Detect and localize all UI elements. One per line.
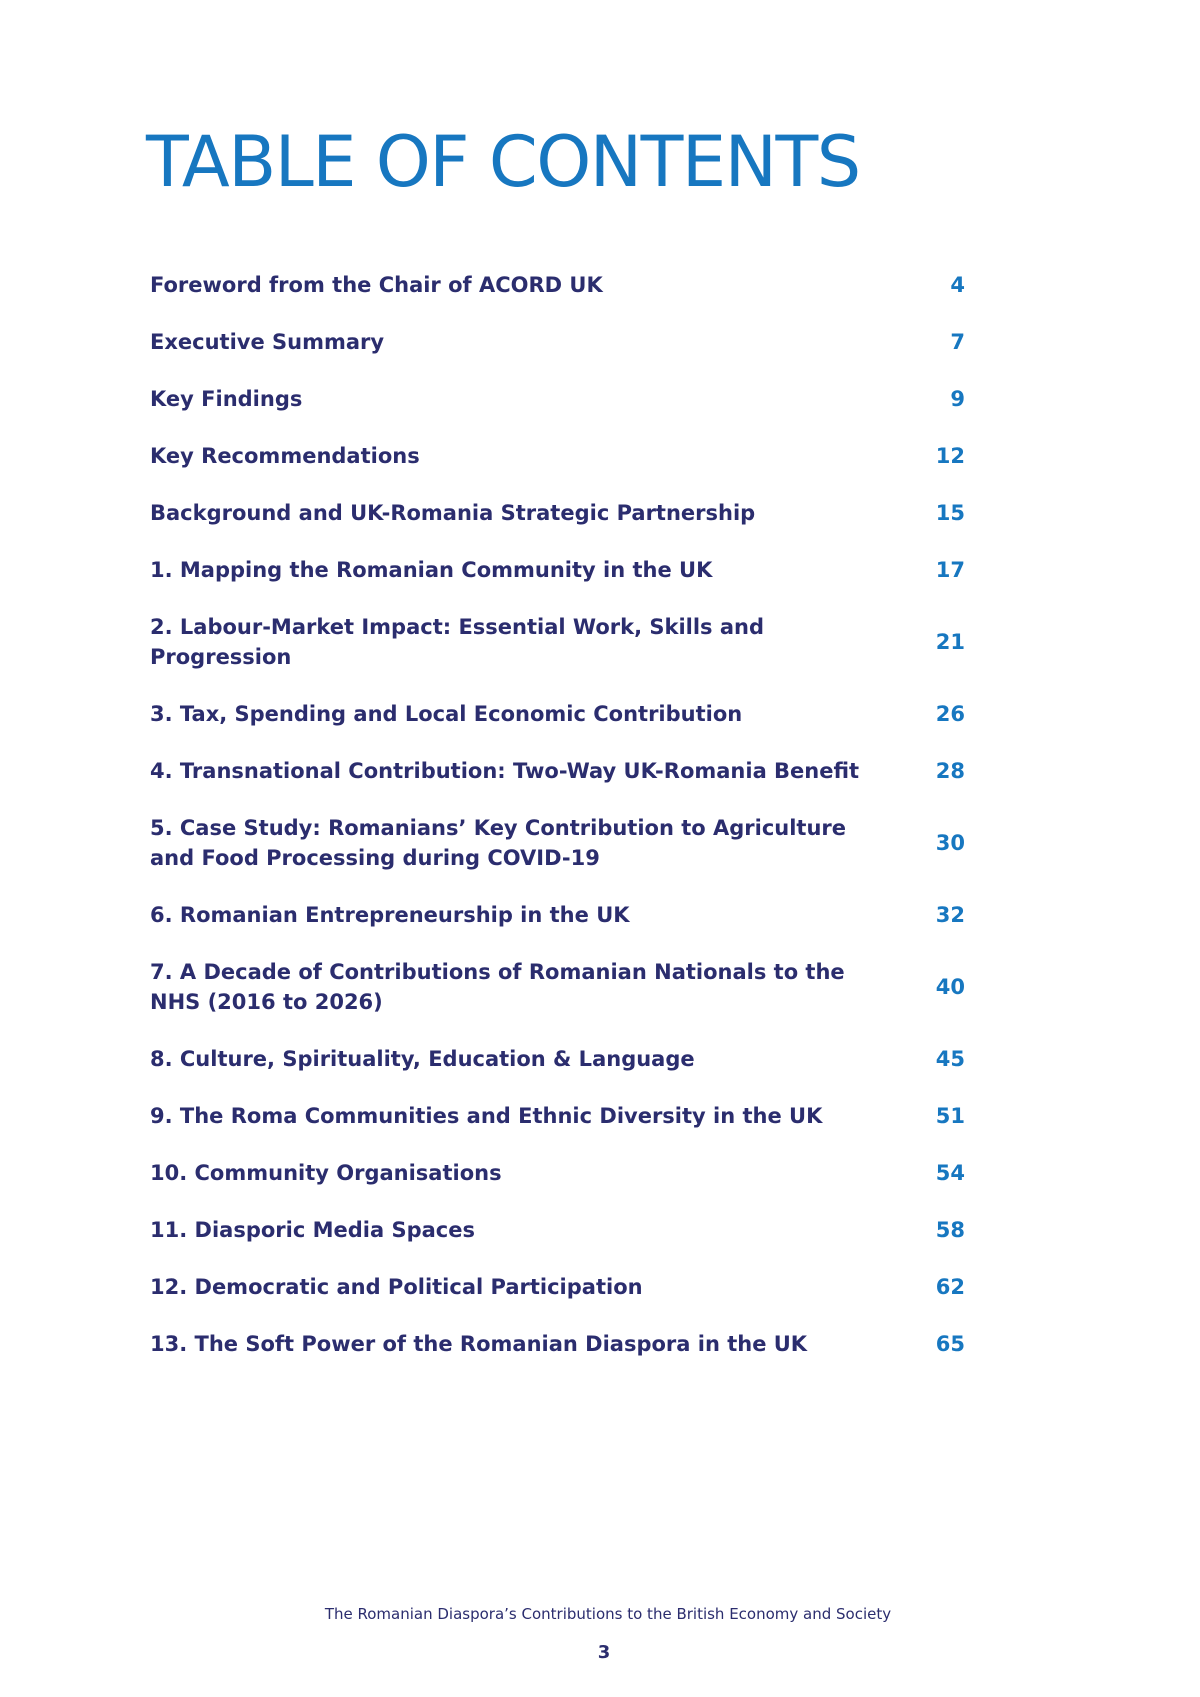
toc-entry-title[interactable]: Executive Summary: [150, 330, 385, 354]
toc-entry-page[interactable]: 65: [935, 1332, 965, 1356]
toc-entry[interactable]: [150, 813, 965, 873]
toc-entry-title[interactable]: 2. Labour-Market Impact: Essential Work, Skills and Progression: [150, 615, 765, 669]
toc-entry[interactable]: [150, 1158, 965, 1188]
toc-entry-title[interactable]: 9. The Roma Communities and Ethnic Diversity in the UK: [150, 1104, 823, 1128]
toc-entry[interactable]: [150, 756, 965, 786]
toc-entry-page[interactable]: 12: [935, 444, 965, 468]
toc-entry-title[interactable]: 3. Tax, Spending and Local Economic Contribution: [150, 702, 743, 726]
toc-entry-page[interactable]: 62: [935, 1275, 965, 1299]
footer-title: The Romanian Diaspora’s Contributions to the British Economy and Society: [324, 1605, 892, 1623]
toc-entry[interactable]: [150, 270, 965, 300]
toc-entry-title[interactable]: 8. Culture, Spirituality, Education & Language: [150, 1047, 695, 1071]
toc-entry-page[interactable]: 54: [935, 1161, 965, 1185]
toc-entry-page[interactable]: 15: [935, 501, 965, 525]
toc-entry-page[interactable]: 9: [950, 387, 965, 411]
toc-entry[interactable]: [150, 900, 965, 930]
toc-entry[interactable]: [150, 1101, 965, 1131]
toc-entry-page[interactable]: 51: [935, 1104, 965, 1128]
toc-entry-page[interactable]: 7: [950, 330, 965, 354]
toc-entry-title[interactable]: 1. Mapping the Romanian Community in the UK: [150, 558, 713, 582]
toc-entry[interactable]: [150, 612, 965, 672]
toc-entry[interactable]: [150, 957, 965, 1017]
toc-entry-title[interactable]: Key Recommendations: [150, 444, 420, 468]
toc-entry[interactable]: [150, 699, 965, 729]
page-number: 3: [597, 1642, 611, 1663]
toc-entry[interactable]: [150, 498, 965, 528]
toc-entry-page[interactable]: 45: [935, 1047, 965, 1071]
toc-entry-page[interactable]: 40: [935, 975, 965, 999]
document-footer: [0, 1605, 1200, 1623]
toc-entry-page[interactable]: 26: [935, 702, 965, 726]
toc-entry-title[interactable]: 13. The Soft Power of the Romanian Diaspora in the UK: [150, 1332, 808, 1356]
toc-entry-title[interactable]: Background and UK-Romania Strategic Partnership: [150, 501, 756, 525]
toc-entry-title[interactable]: 10. Community Organisations: [150, 1161, 502, 1185]
toc-entry-page[interactable]: 58: [935, 1218, 965, 1242]
toc-entry[interactable]: [150, 555, 965, 585]
toc-entry-title[interactable]: 7. A Decade of Contributions of Romanian Nationals to the NHS (2016 to 2026): [150, 960, 845, 1014]
table-of-contents: [150, 270, 965, 1386]
page-title: TABLE OF CONTENTS: [146, 121, 860, 203]
toc-entry-page[interactable]: 30: [935, 831, 965, 855]
toc-entry-title[interactable]: Key Findings: [150, 387, 303, 411]
toc-entry[interactable]: [150, 441, 965, 471]
toc-entry-title[interactable]: 4. Transnational Contribution: Two-Way UK-Romania Benefit: [150, 759, 860, 783]
toc-entry-page[interactable]: 21: [935, 630, 965, 654]
toc-entry-title[interactable]: 11. Diasporic Media Spaces: [150, 1218, 475, 1242]
toc-entry[interactable]: [150, 384, 965, 414]
page-number-container: [0, 1642, 1200, 1663]
toc-entry[interactable]: [150, 1215, 965, 1245]
toc-entry[interactable]: [150, 1272, 965, 1302]
toc-entry[interactable]: [150, 1044, 965, 1074]
toc-entry-title[interactable]: 12. Democratic and Political Participation: [150, 1275, 643, 1299]
toc-entry-title[interactable]: Foreword from the Chair of ACORD UK: [150, 273, 603, 297]
toc-entry[interactable]: [150, 327, 965, 357]
toc-entry[interactable]: [150, 1329, 965, 1359]
toc-entry-title[interactable]: 6. Romanian Entrepreneurship in the UK: [150, 903, 630, 927]
toc-entry-page[interactable]: 17: [935, 558, 965, 582]
toc-entry-page[interactable]: 28: [935, 759, 965, 783]
toc-entry-page[interactable]: 4: [950, 273, 965, 297]
toc-entry-title[interactable]: 5. Case Study: Romanians’ Key Contribution to Agriculture and Food Processing during COVID-19: [150, 816, 847, 870]
toc-entry-page[interactable]: 32: [935, 903, 965, 927]
